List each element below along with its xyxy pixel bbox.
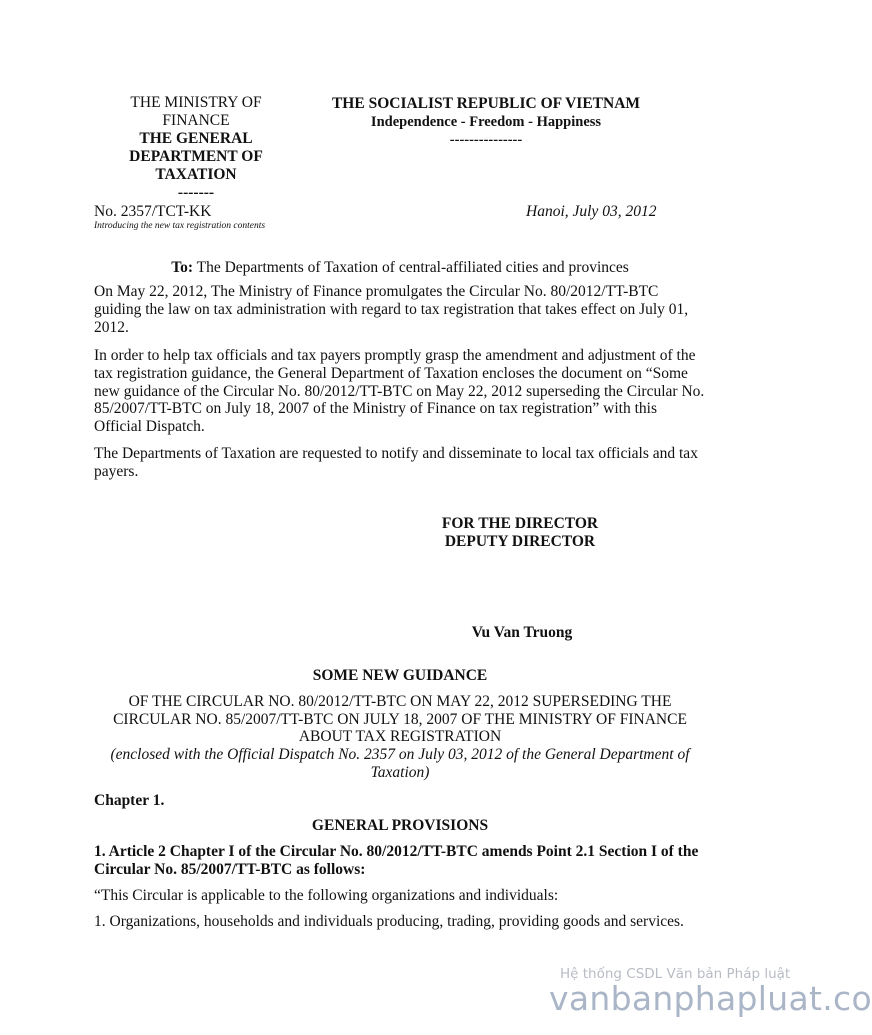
- scope-item-1: 1. Organizations, households and individuals producing, trading, providing goods and services.: [94, 913, 684, 930]
- signatory-name: Vu Van Truong: [471, 624, 573, 641]
- recipient-line: [94, 259, 706, 277]
- ministry-line-2: FINANCE: [162, 112, 230, 129]
- department-line-2: DEPARTMENT OF: [129, 148, 263, 165]
- issuer-block: [90, 94, 302, 202]
- paragraph-text: In order to help tax officials and tax payers promptly grasp the amendment and adjustment of the tax registration guidance, the General Department of Taxation encloses the document on “Some new guidance of the Circular No. 80/2012/TT-BTC on May 22, 2012 superseding the Circular No. 85/2007/TT-BTC on July 18, 2007 of the Ministry of Finance on tax registration” with this Official Dispatch.: [94, 347, 705, 436]
- document-summary: Introducing the new tax registration contents: [94, 221, 266, 231]
- enclosure-subtitle: OF THE CIRCULAR NO. 80/2012/TT-BTC ON MAY 22, 2012 SUPERSEDING THE CIRCULAR NO. 85/2007/TT-BTC ON JULY 18, 2007 OF THE MINISTRY OF FINANCE ABOUT TAX REGISTRATION: [113, 693, 687, 745]
- body-paragraph-2: [94, 347, 706, 436]
- recipient-text: The Departments of Taxation of central-affiliated cities and provinces: [193, 259, 629, 276]
- scope-intro: “This Circular is applicable to the following organizations and individuals:: [94, 887, 559, 904]
- document-date: Hanoi, July 03, 2012: [526, 203, 657, 220]
- enclosure-title: SOME NEW GUIDANCE: [312, 667, 488, 684]
- recipient-label: To:: [171, 259, 194, 276]
- watermark-site: vanbanphapluat.co: [549, 979, 872, 1018]
- body-paragraph-1: [94, 283, 706, 336]
- department-line-3: TAXATION: [155, 166, 237, 183]
- paragraph-text: The Departments of Taxation are requested to notify and disseminate to local tax officials and tax payers.: [94, 445, 698, 480]
- enclosure-note: (enclosed with the Official Dispatch No. 2357 on July 03, 2012 of the General Department of Taxation): [110, 746, 690, 781]
- national-header: [318, 95, 654, 149]
- republic-name: THE SOCIALIST REPUBLIC OF VIETNAM: [331, 95, 641, 112]
- body-paragraph-3: [94, 445, 706, 481]
- department-line-1: THE GENERAL: [139, 130, 253, 147]
- issuer-divider: -------: [177, 184, 215, 201]
- signatory-line-1: FOR THE DIRECTOR: [441, 515, 599, 532]
- signatory-title: [420, 515, 620, 551]
- ministry-line-1: THE MINISTRY OF: [130, 94, 262, 111]
- watermark-caption: Hệ thống CSDL Văn bản Pháp luật: [560, 966, 791, 982]
- chapter-label: Chapter 1.: [94, 792, 165, 809]
- paragraph-text: On May 22, 2012, The Ministry of Finance promulgates the Circular No. 80/2012/TT-BTC guiding the law on tax administration with regard to tax registration that takes effect on July 01, 2012.: [94, 283, 689, 336]
- chapter-heading: GENERAL PROVISIONS: [311, 817, 489, 834]
- article-heading: 1. Article 2 Chapter I of the Circular No. 80/2012/TT-BTC amends Point 2.1 Section I of the Circular No. 85/2007/TT-BTC as follows:: [94, 843, 699, 878]
- national-motto: Independence - Freedom - Happiness: [370, 114, 602, 130]
- motto-divider: ---------------: [449, 132, 523, 148]
- signatory-line-2: DEPUTY DIRECTOR: [444, 533, 596, 550]
- document-number: No. 2357/TCT-KK: [94, 203, 212, 220]
